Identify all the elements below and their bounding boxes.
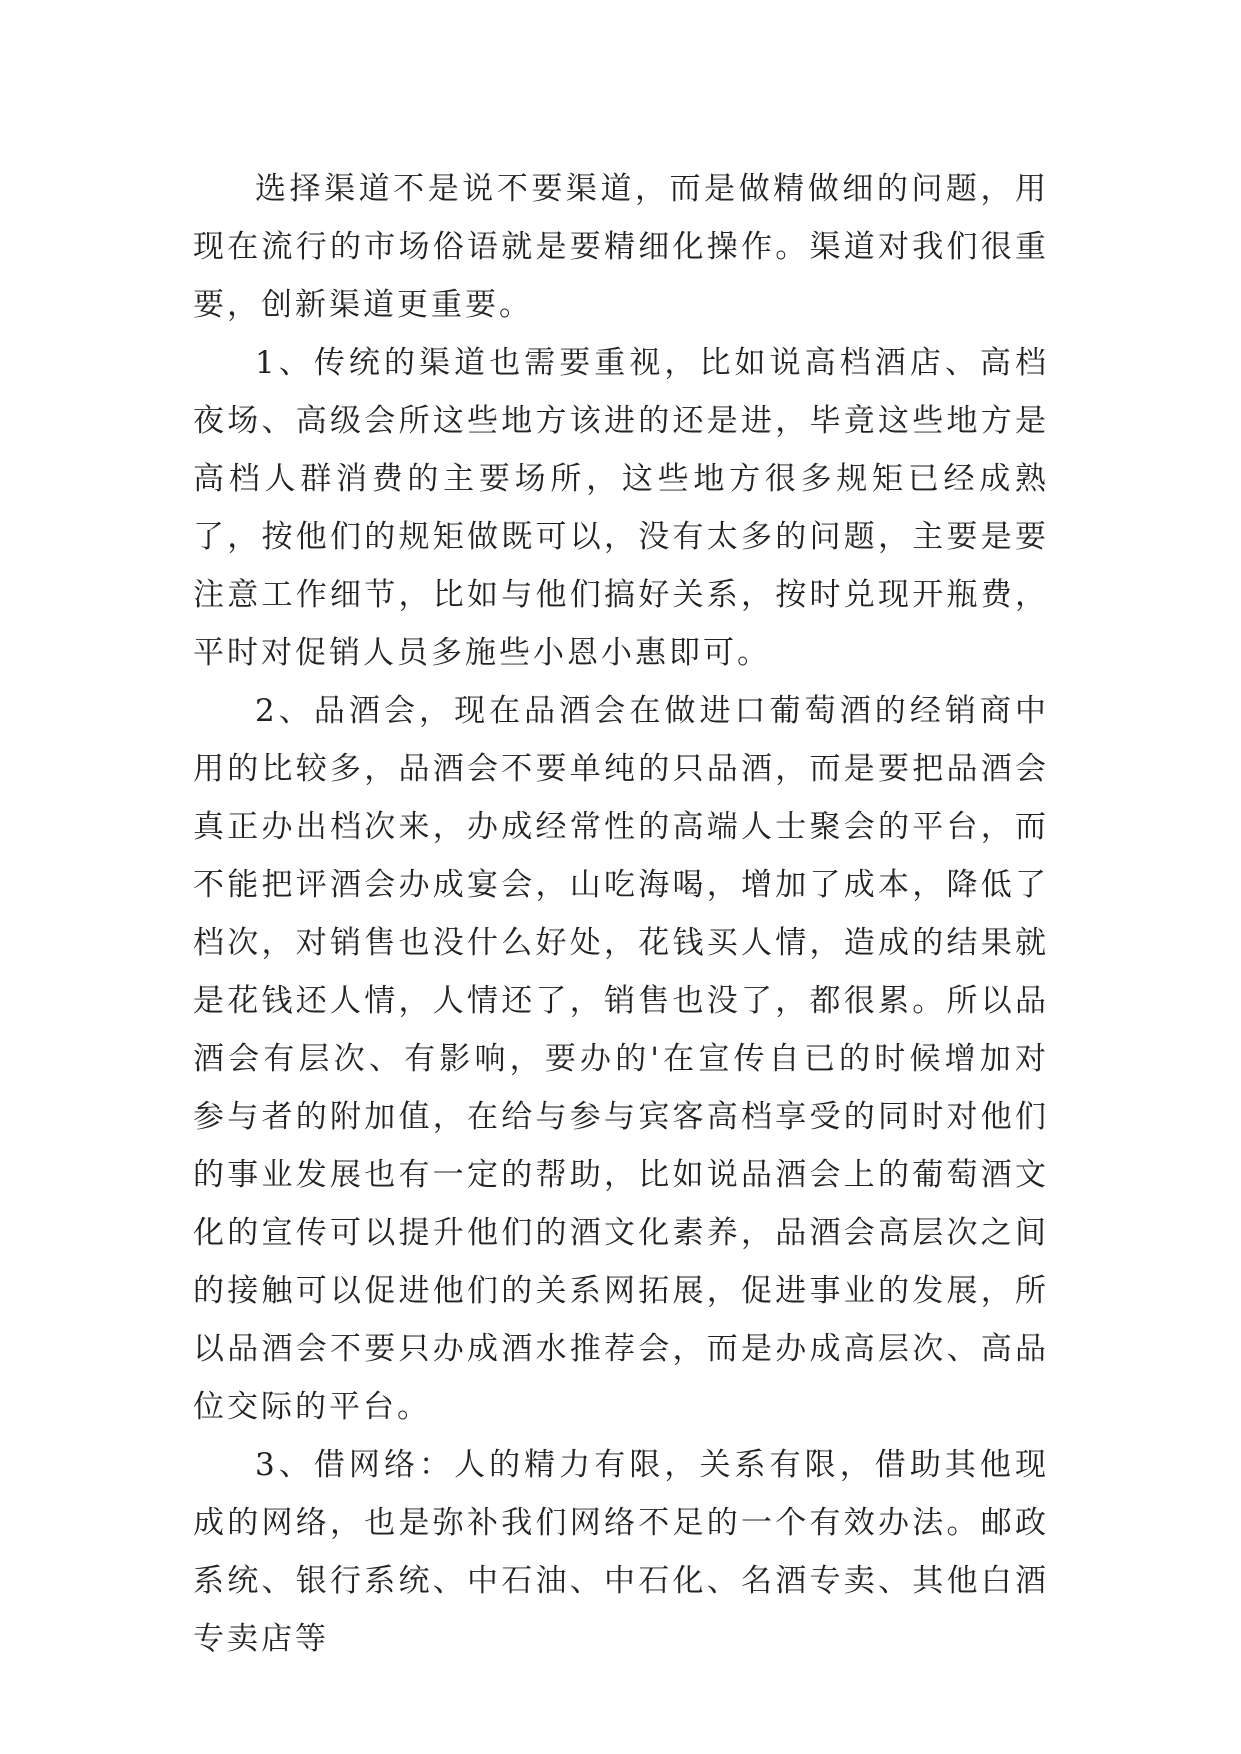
document-body bbox=[193, 160, 1049, 1668]
paragraph-network: 3、借网络：人的精力有限，关系有限，借助其他现成的网络，也是弥补我们网络不足的一个有效办法。邮政系统、银行系统、中石油、中石化、名酒专卖、其他白酒专卖店等 bbox=[193, 1447, 1049, 1657]
paragraph-intro: 选择渠道不是说不要渠道，而是做精做细的问题，用现在流行的市场俗语就是要精细化操作。渠道对我们很重要，创新渠道更重要。 bbox=[193, 171, 1049, 323]
paragraph-wine-tasting: 2、品酒会，现在品酒会在做进口葡萄酒的经销商中用的比较多，品酒会不要单纯的只品酒，而是要把品酒会真正办出档次来，办成经常性的高端人士聚会的平台，而不能把评酒会办成宴会，山吃海喝，增加了成本，降低了档次，对销售也没什么好处，花钱买人情，造成的结果就是花钱还人情，人情还了，销售也没了，都很累。所以品酒会有层次、有影响，要办的'在宣传自已的时候增加对参与者的附加值，在给与参与宾客高档享受的同时对他们的事业发展也有一定的帮助，比如说品酒会上的葡萄酒文化的宣传可以提升他们的酒文化素养，品酒会高层次之间的接触可以促进他们的关系网拓展，促进事业的发展，所以品酒会不要只办成酒水推荐会，而是办成高层次、高品位交际的平台。 bbox=[193, 693, 1049, 1425]
paragraph-traditional-channels: 1、传统的渠道也需要重视，比如说高档酒店、高档夜场、高级会所这些地方该进的还是进，毕竟这些地方是高档人群消费的主要场所，这些地方很多规矩已经成熟了，按他们的规矩做既可以，没有太多的问题，主要是要注意工作细节，比如与他们搞好关系，按时兑现开瓶费，平时对促销人员多施些小恩小惠即可。 bbox=[193, 345, 1049, 671]
